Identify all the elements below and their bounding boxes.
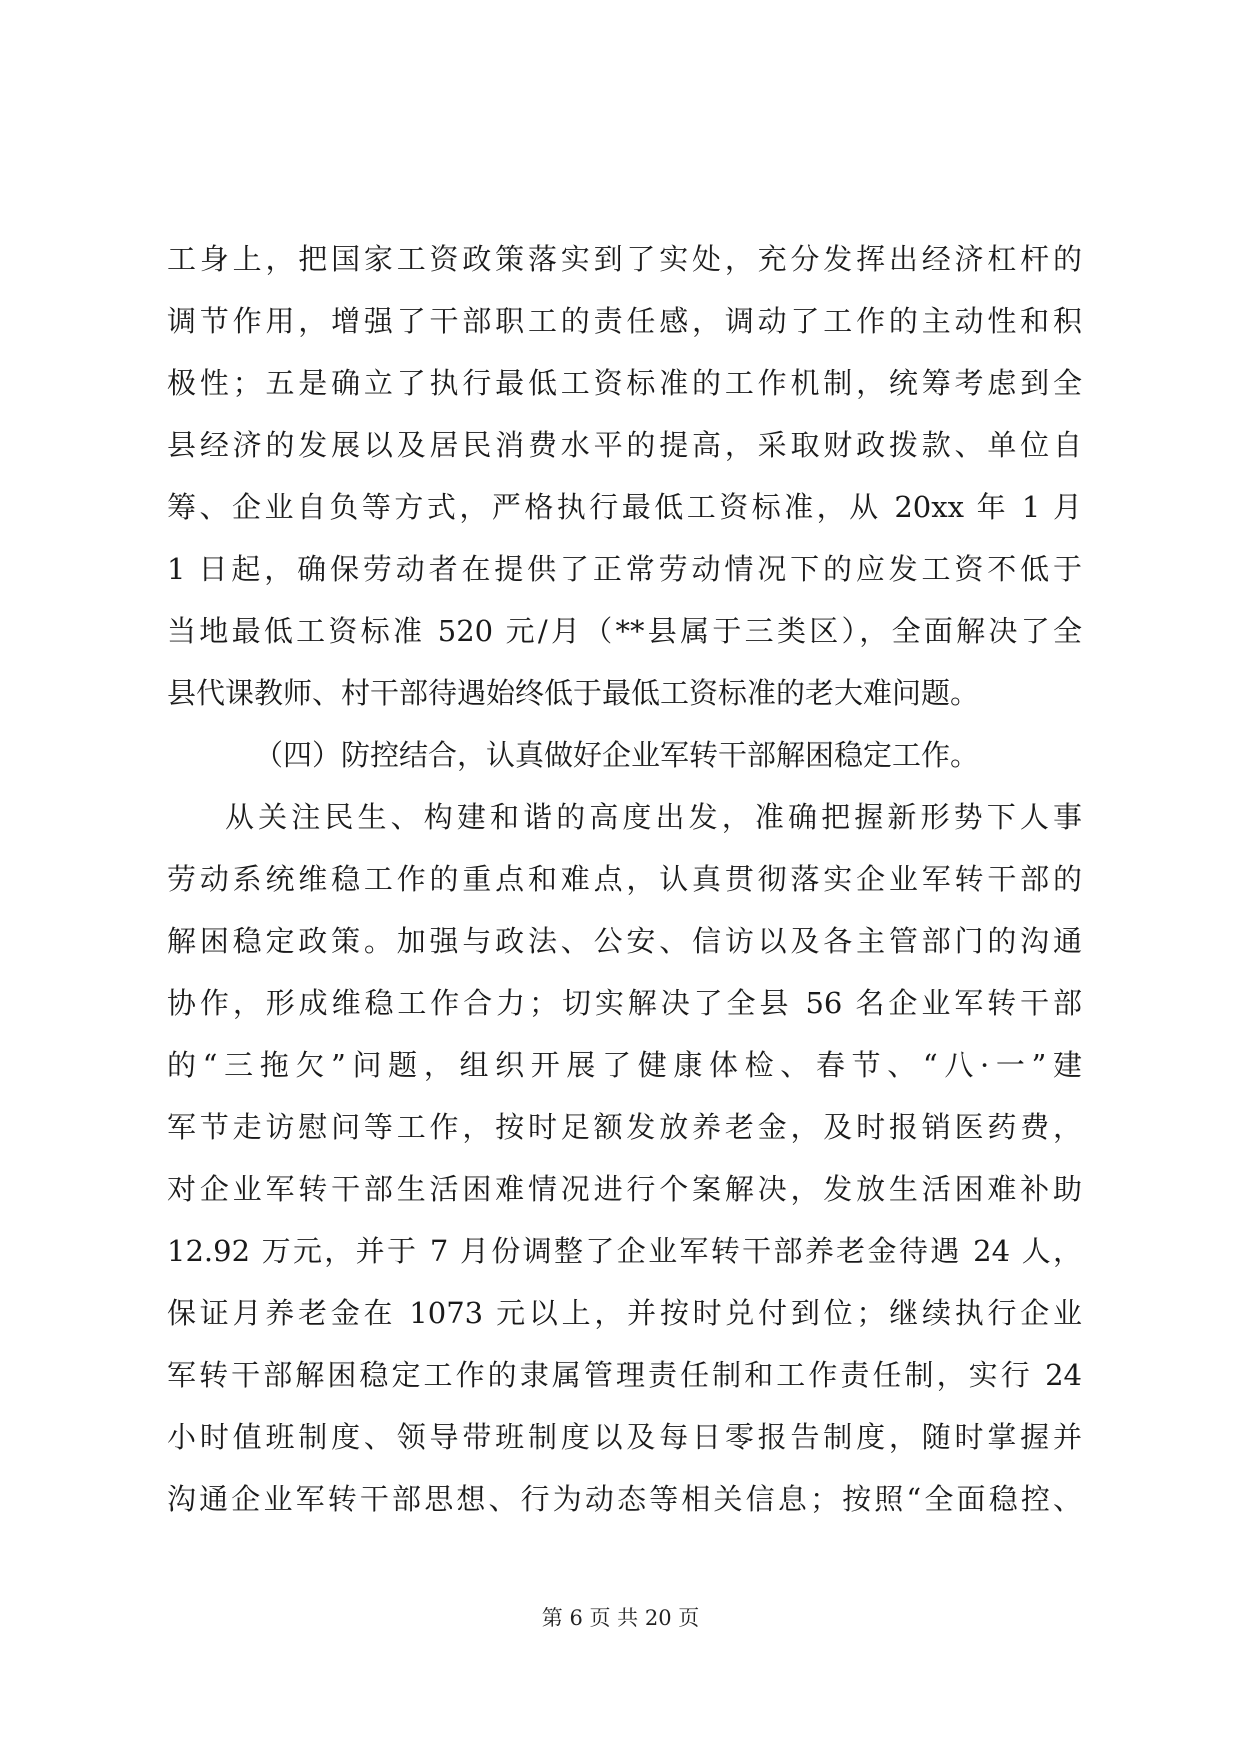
text-line: 劳动系统维稳工作的重点和难点，认真贯彻落实企业军转干部的 <box>167 862 1082 896</box>
text-line: 调节作用，增强了干部职工的责任感，调动了工作的主动性和积 <box>167 304 1082 338</box>
paragraph-continuation <box>167 228 1082 724</box>
text-line: 工身上，把国家工资政策落实到了实处，充分发挥出经济杠杆的 <box>167 242 1082 276</box>
text-line: 12.92 万元，并于 7 月份调整了企业军转干部养老金待遇 24 人， <box>167 1234 1082 1268</box>
text-line: 对企业军转干部生活困难情况进行个案解决，发放生活困难补助 <box>167 1172 1082 1206</box>
text-line: 解困稳定政策。加强与政法、公安、信访以及各主管部门的沟通 <box>167 924 1082 958</box>
text-line: 县代课教师、村干部待遇始终低于最低工资标准的老大难问题。 <box>167 676 980 710</box>
page-number-footer: 第 6 页 共 20 页 <box>541 1606 700 1630</box>
text-line: 沟通企业军转干部思想、行为动态等相关信息；按照“全面稳控、 <box>167 1482 1082 1516</box>
text-line: 县经济的发展以及居民消费水平的提高，采取财政拨款、单位自 <box>167 428 1082 462</box>
text-line: 协作，形成维稳工作合力；切实解决了全县 56 名企业军转干部 <box>167 986 1082 1020</box>
text-line: 筹、企业自负等方式，严格执行最低工资标准，从 20xx 年 1 月 <box>167 490 1082 524</box>
text-line: 军节走访慰问等工作，按时足额发放养老金，及时报销医药费， <box>167 1110 1082 1144</box>
section-heading: （四）防控结合，认真做好企业军转干部解困稳定工作。 <box>254 738 980 772</box>
text-line: 1 日起，确保劳动者在提供了正常劳动情况下的应发工资不低于 <box>167 552 1082 586</box>
text-line: 保证月养老金在 1073 元以上，并按时兑付到位；继续执行企业 <box>167 1296 1082 1330</box>
text-line: 军转干部解困稳定工作的隶属管理责任制和工作责任制，实行 24 <box>167 1358 1082 1392</box>
paragraph-body <box>167 786 1082 1530</box>
document-body <box>167 228 1082 1530</box>
text-line: 从关注民生、构建和谐的高度出发，准确把握新形势下人事 <box>225 800 1082 834</box>
text-line: 的“三拖欠”问题，组织开展了健康体检、春节、“八·一”建 <box>167 1048 1082 1082</box>
text-line: 极性；五是确立了执行最低工资标准的工作机制，统筹考虑到全 <box>167 366 1082 400</box>
text-line: 小时值班制度、领导带班制度以及每日零报告制度，随时掌握并 <box>167 1420 1082 1454</box>
text-line: 当地最低工资标准 520 元/月（**县属于三类区），全面解决了全 <box>167 614 1082 648</box>
